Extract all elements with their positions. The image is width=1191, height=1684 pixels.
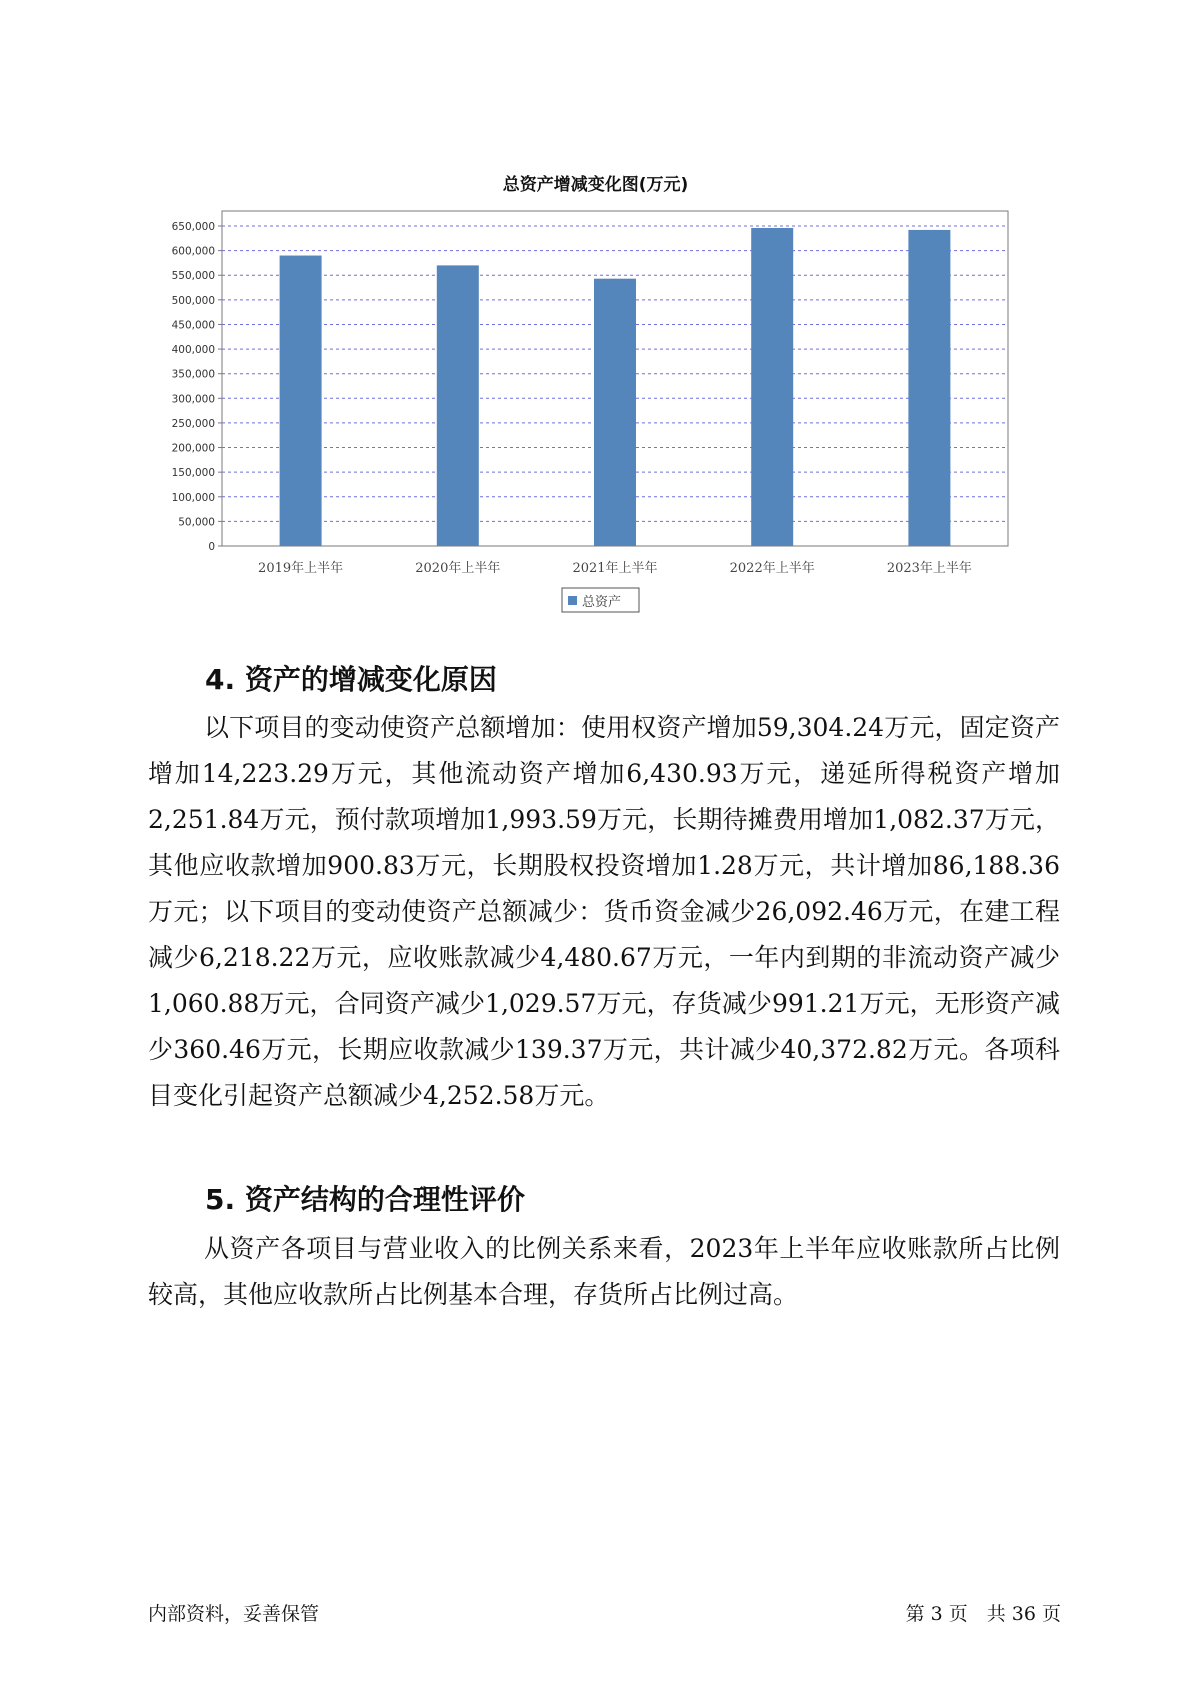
total-assets-bar-chart — [0, 0, 1191, 620]
legend-swatch — [568, 596, 577, 605]
y-tick-label: 400,000 — [171, 344, 215, 357]
chart-title: 总资产增减变化图(万元) — [502, 175, 689, 195]
bar-2 — [437, 265, 479, 546]
footer-page-number: 第 3 页 共 36 页 — [905, 1603, 1061, 1625]
bar-3 — [594, 279, 636, 546]
x-tick-label: 2023年上半年 — [886, 561, 972, 576]
y-tick-label: 450,000 — [171, 319, 215, 332]
section-5-paragraph: 从资产各项目与营业收入的比例关系来看，2023年上半年应收账款所占比例较高，其他应收款所占比例基本合理，存货所占比例过高。 — [148, 1234, 1060, 1309]
section-5-heading: 5. 资产结构的合理性评价 — [205, 1183, 525, 1216]
legend — [562, 588, 639, 612]
y-tick-label: 600,000 — [171, 245, 215, 258]
section-4-paragraph: 以下项目的变动使资产总额增加：使用权资产增加59,304.24万元，固定资产增加14,223.29万元，其他流动资产增加6,430.93万元，递延所得税资产增加2,251.84万元，预付款项增加1,993.59万元，长期待摊费用增加1,082.37万元，其他应收款增加900.83万元，长期股权投资增加1.28万元，共计增加86,188.36万元；以下项目的变动使资产总额减少：货币资金减少26,092.46万元，在建工程减少6,218.22万元，应收账款减少4,480.67万元，一年内到期的非流动资产减少1,060.88万元，合同资产减少1,029.57万元，存货减少991.21万元，无形资产减少360.46万元，长期应收款减少139.37万元，共计减少40,372.82万元。各项科目变化引起资产总额减少4,252.58万元。 — [148, 713, 1060, 1110]
x-tick-label: 2021年上半年 — [572, 561, 658, 576]
bar-5 — [908, 230, 950, 546]
y-tick-label: 100,000 — [171, 491, 215, 504]
y-tick-label: 250,000 — [171, 417, 215, 430]
y-tick-label: 150,000 — [171, 467, 215, 480]
y-tick-label: 650,000 — [171, 221, 215, 233]
bar-1 — [280, 256, 322, 546]
y-tick-label: 0 — [208, 541, 215, 553]
y-tick-label: 550,000 — [171, 270, 215, 283]
legend-label-total-assets: 总资产 — [582, 595, 622, 610]
y-tick-label: 50,000 — [178, 516, 215, 529]
y-tick-label: 200,000 — [171, 442, 215, 455]
y-tick-label: 350,000 — [171, 368, 215, 381]
y-tick-label: 500,000 — [171, 294, 215, 307]
x-tick-label: 2019年上半年 — [258, 561, 344, 576]
section-4-heading: 4. 资产的增减变化原因 — [205, 663, 497, 696]
x-tick-label: 2020年上半年 — [415, 561, 501, 576]
x-tick-label: 2022年上半年 — [729, 561, 815, 576]
y-tick-label: 300,000 — [171, 393, 215, 406]
footer-confidential-note: 内部资料，妥善保管 — [148, 1603, 320, 1625]
bar-4 — [751, 228, 793, 546]
